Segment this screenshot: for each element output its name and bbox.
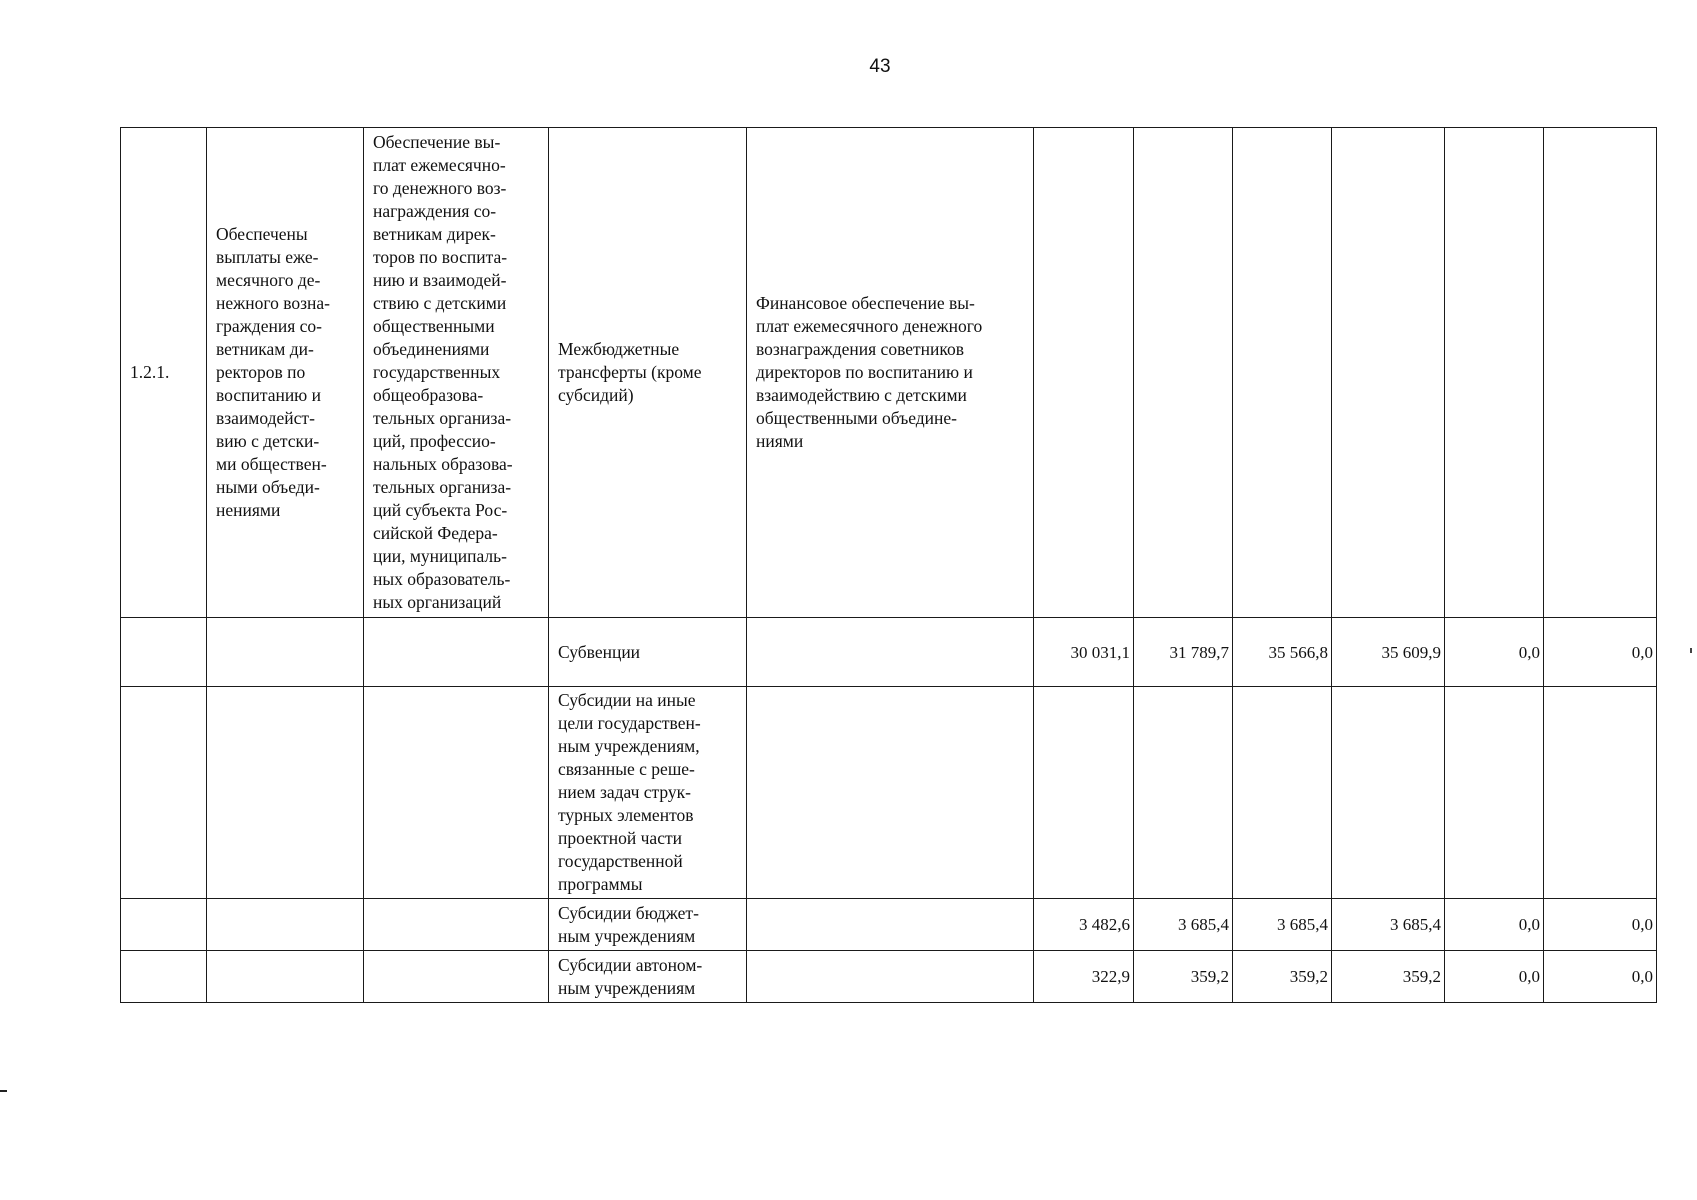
expense-type-cell: Субсидии бюджет- ным учреждениям (549, 899, 747, 951)
value-cell: 359,2 (1233, 951, 1332, 1003)
empty-cell (364, 618, 549, 687)
description-cell: Финансовое обеспечение вы- плат ежемесячного денежного вознаграждения советников директоров по воспитанию и взаимодействию с детскими общественными объедине- ниями (747, 128, 1034, 618)
value-cell: 359,2 (1332, 951, 1445, 1003)
value-cell (1544, 128, 1657, 618)
value-cell: 31 789,7 (1134, 618, 1233, 687)
value-cell: 3 685,4 (1134, 899, 1233, 951)
table-row (121, 128, 1657, 618)
page-number: 43 (869, 56, 891, 77)
value-cell: 3 685,4 (1233, 899, 1332, 951)
empty-cell (207, 687, 364, 899)
value-cell: 0,0 (1445, 618, 1544, 687)
value-cell (1332, 128, 1445, 618)
value-cell: 0,0 (1544, 951, 1657, 1003)
value-cell (1134, 687, 1233, 899)
value-cell (1233, 687, 1332, 899)
result-cell: Обеспечены выплаты еже- месячного де- нежного возна- граждения со- ветникам ди- ректоров по воспитанию и взаимодейст- вию с детски- ми обществен- ными объеди- нениями (207, 128, 364, 618)
value-cell (1445, 687, 1544, 899)
scan-mark (1690, 648, 1692, 653)
expense-type-cell: Субвенции (549, 618, 747, 687)
empty-cell (207, 899, 364, 951)
value-cell (1332, 687, 1445, 899)
row-code: 1.2.1. (121, 128, 207, 618)
value-cell: 35 566,8 (1233, 618, 1332, 687)
empty-cell (747, 687, 1034, 899)
value-cell: 3 685,4 (1332, 899, 1445, 951)
empty-cell (121, 899, 207, 951)
table-row (121, 951, 1657, 1003)
value-cell: 0,0 (1445, 899, 1544, 951)
empty-cell (121, 951, 207, 1003)
value-cell: 30 031,1 (1034, 618, 1134, 687)
empty-cell (121, 687, 207, 899)
table-row (121, 899, 1657, 951)
value-cell (1233, 128, 1332, 618)
value-cell: 35 609,9 (1332, 618, 1445, 687)
empty-cell (364, 899, 549, 951)
value-cell: 0,0 (1544, 618, 1657, 687)
expense-type-cell: Субсидии на иные цели государствен- ным учреждениям, связанные с реше- нием задач струк- турных элементов проектной части государственной программы (549, 687, 747, 899)
empty-cell (364, 951, 549, 1003)
value-cell: 359,2 (1134, 951, 1233, 1003)
value-cell (1034, 687, 1134, 899)
table-row (121, 687, 1657, 899)
value-cell: 322,9 (1034, 951, 1134, 1003)
empty-cell (207, 618, 364, 687)
empty-cell (364, 687, 549, 899)
value-cell: 0,0 (1544, 899, 1657, 951)
value-cell (1544, 687, 1657, 899)
value-cell: 3 482,6 (1034, 899, 1134, 951)
empty-cell (121, 618, 207, 687)
expense-type-cell: Межбюджетные трансферты (кроме субсидий) (549, 128, 747, 618)
scan-mark (0, 1090, 7, 1092)
empty-cell (747, 951, 1034, 1003)
value-cell (1034, 128, 1134, 618)
value-cell: 0,0 (1445, 951, 1544, 1003)
empty-cell (747, 618, 1034, 687)
expense-type-cell: Субсидии автоном- ным учреждениям (549, 951, 747, 1003)
value-cell (1134, 128, 1233, 618)
budget-table (120, 127, 1657, 1003)
table-row (121, 618, 1657, 687)
empty-cell (207, 951, 364, 1003)
event-cell: Обеспечение вы- плат ежемесячно- го денежного воз- награждения со- ветникам дирек- торов по воспита- нию и взаимодей- ствию с детскими общественными объединениями государственных общеобразова- тельных организа- ций, профессио- нальных образова- тельных организа- ций субъекта Рос- сийской Федера- ции, муниципаль- ных образователь- ных организаций (364, 128, 549, 618)
empty-cell (747, 899, 1034, 951)
value-cell (1445, 128, 1544, 618)
